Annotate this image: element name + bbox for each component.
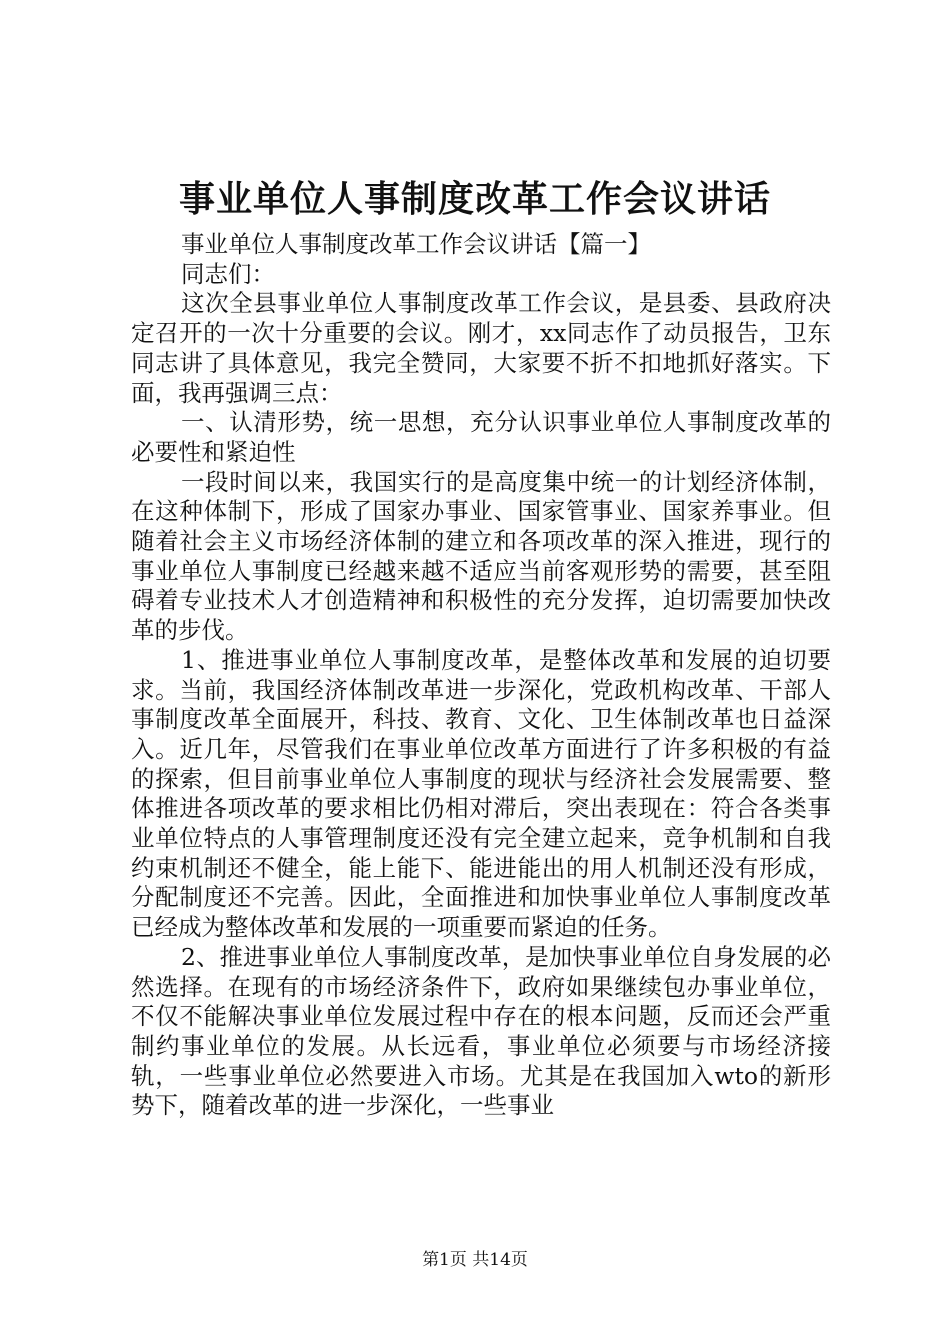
document-title: 事业单位人事制度改革工作会议讲话: [178, 178, 771, 220]
section-heading: 一、认清形势，统一思想，充分认识事业单位人事制度改革的必要性和紧迫性: [131, 408, 831, 466]
body-paragraph: 2、推进事业单位人事制度改革，是加快事业单位自身发展的必然选择。在现有的市场经济条件下，政府如果继续包办事业单位，不仅不能解决事业单位发展过程中存在的根本问题，反而还会严重制约事业单位的发展。从长远看，事业单位必须要与市场经济接轨，一些事业单位必然要进入市场。尤其是在我国加入wto的新形势下，随着改革的进一步深化，一些事业: [131, 942, 831, 1120]
document-body: [131, 230, 831, 1121]
body-paragraph: 1、推进事业单位人事制度改革，是整体改革和发展的迫切要求。当前，我国经济体制改革进一步深化，党政机构改革、干部人事制度改革全面展开，科技、教育、文化、卫生体制改革也日益深入。近几年，尽管我们在事业单位改革方面进行了许多积极的有益的探索，但目前事业单位人事制度的现状与经济社会发展需要、整体推进各项改革的要求相比仍相对滞后，突出表现在：符合各类事业单位特点的人事管理制度还没有完全建立起来，竞争机制和自我约束机制还不健全，能上能下、能进能出的用人机制还没有形成，分配制度还不完善。因此，全面推进和加快事业单位人事制度改革已经成为整体改革和发展的一项重要而紧迫的任务。: [131, 645, 831, 942]
body-paragraph: 这次全县事业单位人事制度改革工作会议，是县委、县政府决定召开的一次十分重要的会议。刚才，xx同志作了动员报告，卫东同志讲了具体意见，我完全赞同，大家要不折不扣地抓好落实。下面，我再强调三点：: [131, 289, 831, 407]
salutation-paragraph: 同志们：: [181, 259, 275, 288]
page-footer: 第1页 共14页: [422, 1250, 528, 1270]
subtitle-paragraph: 事业单位人事制度改革工作会议讲话【篇一】: [181, 230, 651, 258]
body-paragraph: 一段时间以来，我国实行的是高度集中统一的计划经济体制，在这种体制下，形成了国家办事业、国家管事业、国家养事业。但随着社会主义市场经济体制的建立和各项改革的深入推进，现行的事业单位人事制度已经越来越不适应当前客观形势的需要，甚至阻碍着专业技术人才创造精神和积极性的充分发挥，迫切需要加快改革的步伐。: [131, 467, 831, 645]
